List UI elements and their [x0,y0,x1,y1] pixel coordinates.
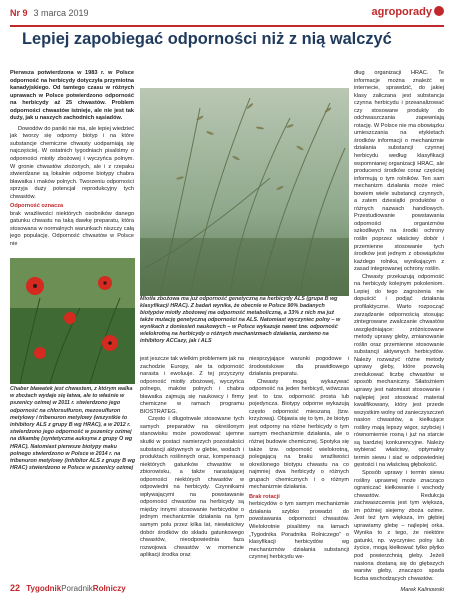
article-column-4 [354,70,444,595]
article-paragraph: brak wrażliwości niektórych osobników danego gatunku chwastu na taką dawkę preparatu, która stosowana w normalnych warunkach niszczy całą jego populację. Odporność chwastów w Polsce nie [10,210,134,248]
article-paragraph: Sposób uprawy i termin siewu rośliny uprawnej może znacząco ograniczać kiełkowanie i wschody chwastów. Redukcja zachwaszczenia jest tym większa, im później siejemy zboża ozime. Jest też tym większa, im głębiej uprawiamy glebę – najlepiej orka. Wynika to z tego, że niektóre gatunki, np. wyczyniec polny lub życice, mogą kiełkować tylko płytko pod powierzchnią gleby. Jeżeli nasiona dostaną się do głębszych warstw gleby, znacząco spada liczba wschodzących chwastów. [354,469,444,582]
photo-caption-2: Chaber bławatek jest chwastem, z którym walka w zbożach wydaje się łatwa, ale to właśnie w pszenicy ozimej w 2011 r. stwierdzono jego odporność na chlorsulfuron, mezosulfuron metylowy i tribenuron metylowy (wszystkie to inhibitory ALS z grupy B wg HRAC), a w 2012 r. stwierdzono jego odporność w pszenicy ozimej na dikambę (syntetyczna auksyna z grupy O wg HRAC). Natomiast pierwsze biotypy maku polnego stwierdzono w Polsce w 2014 r. na tribenuron metylowy (inhibitor ALS z grupy B wg HRAC) stwierdzono w Polsce w pszenicy ozimej [10,386,135,472]
flower-icon [434,6,444,16]
photo-grass-weed [140,88,349,296]
section-heading: Odporność oznacza [10,203,64,210]
article-column-1 [10,70,134,249]
article-paragraph: herbicydów o tym samym mechanizmie działania szybko prowadzi do powstawania odporności chwastów. Wielokrotnie pisaliśmy na łamach „Tygodnika Poradnika Rolniczego” o klasyfikacji herbicydów wg mechanizmów działania substancji czynnej herbicydu we- [249,501,349,561]
agroporady-logo: agroporady [371,6,444,18]
article-paragraph: Często i długotrwale stosowane tych samych preparatów na określonym stanowisku może powodować ujemne skutki w postaci namierzych pozostałości substancji aktywnych w glebie, wodach i produktach roślinnych oraz, kompensacji niektórych gatunków chwastów w zbiorowisku, a także narastającej odporności niektórych chwastów w odpowiedni na herbicydy. Czynnikami wpływającymi na powstawanie odporności chwastów na herbicydy są między innymi stosowanie herbicydów o jednym mechanizmie działania na tym samym polu przez kilka lat, niewłaściwy dobór środków do składu gatunkowego chwastów, nieodpowiednia faza rozwojowa chwastów w momencie aplikacji środka oraz [140,416,244,559]
page-footer [10,583,444,597]
page-number: 22 [10,583,21,593]
article-column-2 [140,356,244,560]
article-paragraph: jest jeszcze tak wielkim problemem jak na zachodzie Europy, ale ta odporność narasta i ewoluuje. Z tej przyczyny odporność miotły zbożowej, wyczyńca polnego, maków polnych i chabra bławatka zajmują się naukowcy i firmy chemiczne w ramach programu BIOSTRATEG. [140,356,244,415]
photo-poppies [10,258,135,384]
article-paragraph: Chwasty przekazują odporność na herbicydy kolejnym pokoleniom. Lepiej do tego zagrożenia nie dopuścić i podjąć działania profilaktyczne. Warto rozpocząć zarządzanie odpornością stosując zintegrowane zwalczanie chwastów uwzględniające: zróżnicowane metody uprawy gleby, zmianowanie roślin oraz przemienne stosowanie substancji aktywnych herbicydów. Należy rozważyć różne metody uprawy gleby, które pozwolą zredukować liczbę chwastów w sposób mechaniczny. Siłatożniem uprawy jest natomiast stosowanie i najlepiej jest stosować materiał kwalifikowany, który jest przede wszystkim wolny od zanieczyszczeń nasion chwastów, a kiełkujące rośliny mają lepszy wigor, szybciej i równomiernie rosną i już na starcie są bardziej konkurencyjne. Należy wybierać właściwy, optymalny termin siewu i siać w odpowiedniej gęstości i na właściwą głębokość. [354,273,444,469]
article-paragraph: Dowodów do paniki nie ma, ale lepiej wiedzieć jak tworzy się odporny biotyp i na które substancje chemiczne chwasty uodparniają się najczęściej. W ostatnich tygodniach pisaliśmy o odporności miotły zbożowej i wyczyńca polnym. W gronie chwastów złożonych, ale i z rzepaku stwierdzane są lokalnie odporne biotypy chabra bławatka i maków polnych. Tworzeniu odporności sprzyja duży potencjał reprodukcyjny tych chwastów. [10,125,134,200]
article-lead: Pierwsza potwierdzona w 1983 r. w Polsce odporność na herbicydy dotyczyła przymiotna kanadyjskiego. Od tamtego czasu w różnych uprawach w Polsce potwierdzono odporność na herbicydy aż 25 chwastów. Problem odporności chwastów istnieje, ale nie jest tak duży, jak u naszych zachodnich sąsiadów. [10,70,134,122]
issue-date: 3 marca 2019 [33,8,89,18]
section-heading: Brak rotacji [249,493,280,500]
photo-caption-1: Miotła zbożowa ma już odporność genetyczną na herbicydy ALS (grupa B wg klasyfikacji HRAC). Z badań wynika, że obecnie w Polsce 90% badanych biotypów miotły zbożowej ma odporność metaboliczną, a 33% z nich ma już także mutację genetyczną odporności na ALS. Natomiast wyczyniec polny – w wynikach z doniesień naukowych – w Polsce wykazuje nawet tzw. odporność wielokrotną na herbicydy o różnych mechanizmach działania, zarówno na inhibitory ACCazy, jak i ALS [140,296,341,344]
author-signature: Marek Kalinowski [400,587,444,594]
article-paragraph: niesprzyjające warunki pogodowe i środowiskowe dla prawidłowego działania preparatu. [249,356,349,378]
article-paragraph: dług organizacji HRAC. Te informacje można znaleźć w internecie, sprawdzić, do jakiej klasy zaliczana jest substancja czynna herbicydu i przeanalizować czy stosowane produkty do odchwaszczania zapewniają rotację. W Polsce nie ma obowiązku umieszczania na etykietach środków informacji o mechanizmie działania substancji czynnej herbicydu według klasyfikacji wspomnianej organizacji HRAC, ale producenci środków coraz częściej informują o tym rolników. Ten sam mechanizm działania może mieć bowiem wiele substancji czynnych, a zatem dziesiątki produktów o różnych nazwach handlowych. Przestudiowanie powstawania odporności organizmów szkodliwych na środki ochrony roślin poprzez właściwy dobór i przemienne stosowanie tych środków jest jednym z obowiązków każdego rolnika, wynikającym z zasad integrowanej ochrony roślin. [354,70,444,273]
header-rule [10,25,444,27]
article-column-3 [249,356,349,562]
article-title: Lepiej zapobiegać odporności niż z nią walczyć [22,30,392,48]
publication-name: TygodnikPoradnikRolniczy [26,584,126,593]
page-header [10,5,444,25]
issue-number: Nr 9 3 marca 2019 [10,8,89,18]
article-paragraph: Chwasty mogą wykazywać odporność na jeden herbicyd, wówczas jest to tzw. odporność prosta lub pojedyncza. Biotypy odporne wykazują często odporność mieszaną (tzw. krzyżową). Objawia się to tym, że biotyp jest odporny na różne herbicydy o tym samym mechanizmie działania, ale o różnej budowie chemicznej. Spotyka się także tzw. odporność wielokrotną, polegającą na braku wrażliwości określonego biotypu chwastu na co najmniej dwa herbicydy o różnych grupach chemicznych i o różnym mechanizmie działania. [249,378,349,491]
